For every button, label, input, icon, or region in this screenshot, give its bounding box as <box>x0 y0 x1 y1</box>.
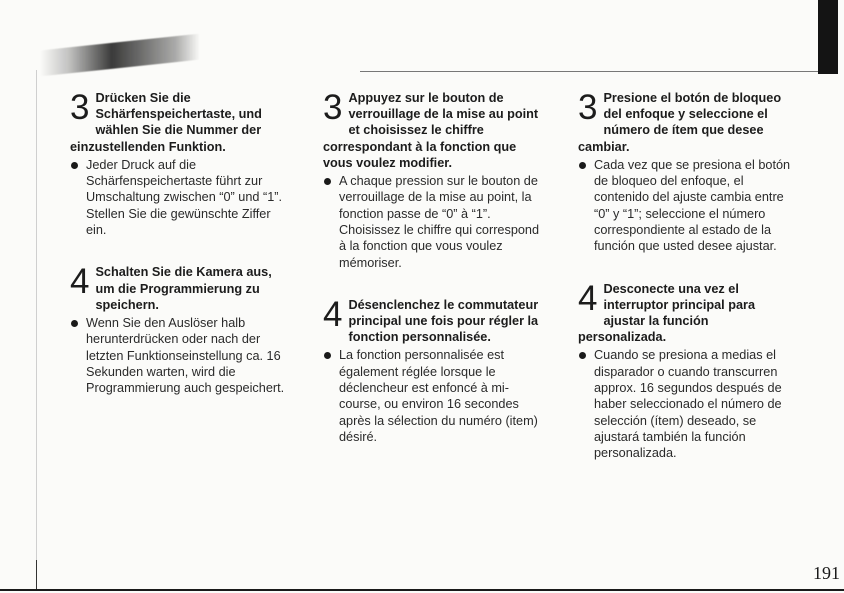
bullet-text: Jeder Druck auf die Schärfenspeichertaste führt zur Umschaltung zwischen “0” und “1”. Stellen Sie die gewünschte Ziffer ein. <box>86 157 283 237</box>
step-heading <box>70 90 292 155</box>
bullet-dot-icon <box>579 162 586 169</box>
bullet-text: La fonction personnalisée est également réglée lorsque le déclencheur est enfoncé à mi-course, ou environ 16 secondes après la sélection du numéro (item) désiré. <box>339 348 538 444</box>
bullet-text: Wenn Sie den Auslöser halb herunterdrücken oder nach der letzten Funktionseinstellung ca. 16 Sekunden warten, wird die Programmierung auch gespeichert. <box>86 315 285 396</box>
step-heading <box>323 294 545 346</box>
step-heading <box>578 278 800 346</box>
step-4-french <box>323 294 545 445</box>
column-spanish <box>578 90 800 487</box>
bullet-dot-icon <box>71 320 78 327</box>
bullet-dot-icon <box>324 178 331 185</box>
step-heading-text: Appuyez sur le bouton de verrouillage de la mise au point et choisissez le chiffre correspondant à la fonction que vous voulez modifier. <box>323 91 539 170</box>
step-number: 3 <box>323 88 343 127</box>
step-4-german <box>70 264 292 396</box>
bullet-item <box>70 157 292 238</box>
step-heading-text: Schalten Sie die Kamera aus, um die Programmierung zu speichern. <box>95 265 272 312</box>
bullet-text: Cuando se presiona a medias el disparador o cuando transcurren approx. 16 segundos después de haber seleccionado el número de selección (ítem) deseado, se ajustará también la función personalizada. <box>594 348 782 461</box>
step-number: 3 <box>578 88 598 127</box>
bullet-item <box>578 157 800 255</box>
step-heading-text: Presione el botón de bloqueo del enfoque y seleccione el número de ítem que desee cambiar. <box>578 91 782 154</box>
step-heading <box>70 264 292 313</box>
step-heading-text: Drücken Sie die Schärfenspeichertaste, und wählen Sie die Nummer der einzustellenden Funktion. <box>70 91 262 154</box>
step-number: 4 <box>70 262 90 302</box>
bullet-dot-icon <box>71 162 78 169</box>
bullet-dot-icon <box>579 352 586 359</box>
step-3-german <box>70 90 292 238</box>
bullet-item <box>323 173 545 271</box>
edge-index-tab <box>818 0 838 74</box>
step-number: 3 <box>70 88 90 127</box>
step-heading-text: Desconecte una vez el interruptor principal para ajustar la función personalizada. <box>578 281 756 345</box>
step-heading <box>323 90 545 171</box>
header-smudge-mark <box>40 34 200 77</box>
step-3-spanish <box>578 90 800 255</box>
bullet-text: A chaque pression sur le bouton de verrouillage de la mise au point, la fonction passe de “0” à “1”. Choisissez le chiffre qui correspond à la fonction que vous voulez mémoriser. <box>339 174 540 270</box>
bullet-text: Cada vez que se presiona el botón de bloqueo del enfoque, el contenido del ajuste cambia entre “0” y “1”; seleccione el número correspondiente al estado de la función que usted desee ajustar. <box>594 157 791 254</box>
header-rule <box>360 71 824 72</box>
step-3-french <box>323 90 545 271</box>
bullet-item <box>578 347 800 461</box>
footer-rule <box>0 589 844 591</box>
step-number: 4 <box>578 278 598 318</box>
left-margin-line <box>36 70 37 590</box>
step-4-spanish <box>578 278 800 462</box>
column-german <box>70 90 292 422</box>
step-heading-text: Désenclenchez le commutateur principal une fois pour régler la fonction personnalisée. <box>348 297 539 345</box>
bullet-dot-icon <box>324 352 331 359</box>
step-number: 4 <box>323 294 343 334</box>
bullet-item <box>323 347 545 445</box>
column-french <box>323 90 545 471</box>
step-heading <box>578 90 800 155</box>
footer-corner-tick <box>36 560 37 590</box>
page-number: 191 <box>813 563 840 583</box>
bullet-item <box>70 315 292 396</box>
